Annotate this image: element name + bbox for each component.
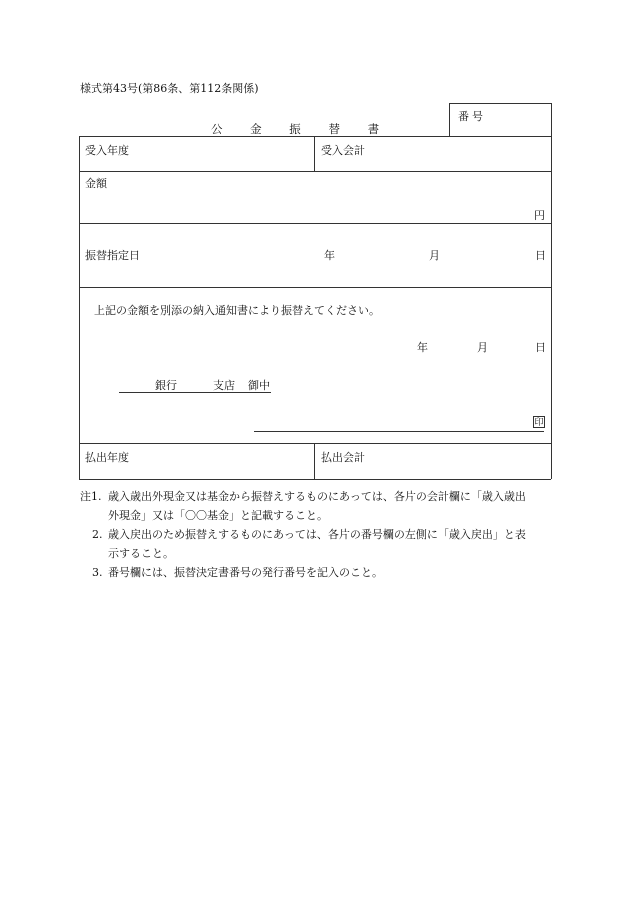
number-box-left-border	[449, 103, 450, 136]
note1-line2: 外現金」又は「〇〇基金」と記載すること。	[108, 509, 328, 522]
note2-line2: 示すること。	[108, 547, 174, 560]
form-reference: 様式第43号(第86条、第112条関係)	[80, 82, 259, 95]
transfer-date-day: 日	[535, 249, 546, 262]
request-date-year: 年	[417, 341, 428, 354]
signature-line	[254, 431, 544, 432]
addressee-label: 御中	[248, 379, 270, 392]
receipt-account-label: 受入会計	[321, 144, 365, 157]
note3-line1: 番号欄には、振替決定書番号の発行番号を記入のこと。	[108, 566, 383, 579]
note2-line1: 歳入戻出のため振替えするものにあっては、各片の番号欄の左側に「歳入戻出」と表	[108, 528, 526, 541]
note2-marker: 2.	[92, 528, 103, 541]
bank-underline	[119, 392, 271, 393]
branch-label: 支店	[213, 379, 235, 392]
form-title: 公 金 振 替 書	[211, 122, 392, 136]
payment-account-label: 払出会計	[321, 451, 365, 464]
note1-marker: 注1.	[80, 490, 102, 503]
number-label: 番号	[458, 110, 486, 123]
row3-bottom-border	[79, 287, 551, 288]
amount-unit: 円	[534, 209, 545, 222]
request-text: 上記の金額を別添の納入通知書により振替えてください。	[94, 304, 380, 317]
transfer-date-label: 振替指定日	[85, 249, 140, 262]
number-box-top-border	[449, 103, 551, 104]
row4-bottom-border	[79, 443, 551, 444]
table-left-border	[79, 136, 80, 479]
table-right-border	[551, 103, 552, 479]
receipt-row-divider	[314, 136, 315, 171]
row2-bottom-border	[79, 223, 551, 224]
payment-year-label: 払出年度	[85, 451, 129, 464]
note1-line1: 歳入歳出外現金又は基金から振替えするものにあっては、各片の会計欄に「歳入歳出	[108, 490, 526, 503]
receipt-year-label: 受入年度	[85, 144, 129, 157]
amount-label: 金額	[85, 177, 107, 190]
request-date-day: 日	[535, 341, 546, 354]
row1-bottom-border	[79, 171, 551, 172]
table-top-border	[79, 136, 551, 137]
seal-mark: 印	[534, 418, 544, 428]
payment-row-divider	[314, 443, 315, 479]
transfer-date-month: 月	[429, 249, 440, 262]
bank-label: 銀行	[155, 379, 177, 392]
transfer-date-year: 年	[324, 249, 335, 262]
note3-marker: 3.	[92, 566, 103, 579]
request-date-month: 月	[477, 341, 488, 354]
table-bottom-border	[79, 479, 551, 480]
